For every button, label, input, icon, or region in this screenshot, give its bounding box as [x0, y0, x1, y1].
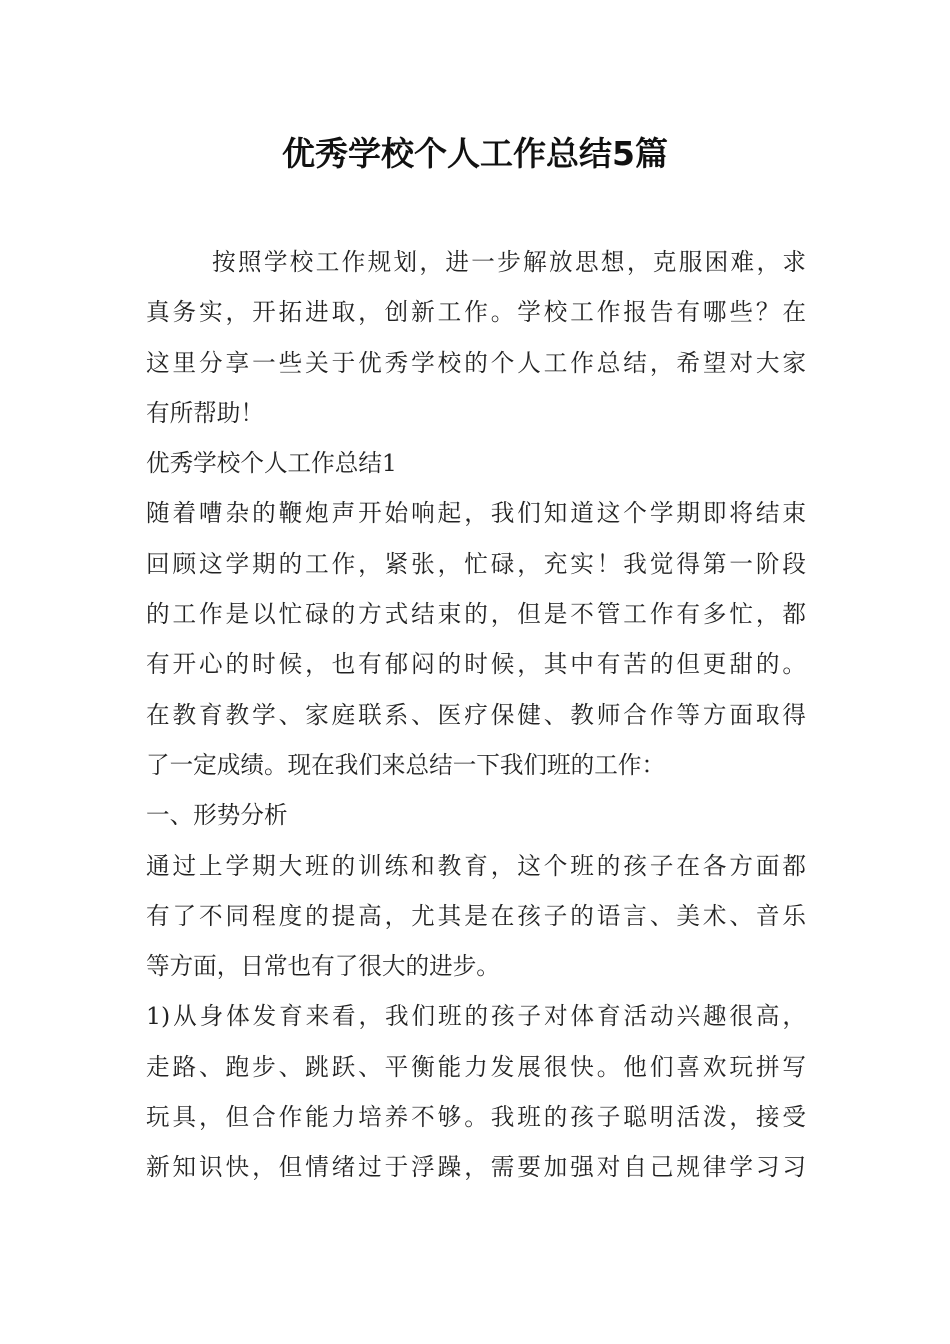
document-body	[146, 237, 806, 1193]
body-line: 玩具，但合作能力培养不够。我班的孩子聪明活泼，接受	[146, 1103, 806, 1132]
body-line: 的工作是以忙碌的方式结束的，但是不管工作有多忙，都	[146, 600, 806, 629]
body-line: 1)从身体发育来看，我们班的孩子对体育活动兴趣很高，	[146, 1002, 806, 1031]
body-line: 随着嘈杂的鞭炮声开始响起，我们知道这个学期即将结束	[146, 499, 806, 528]
body-line: 新知识快，但情绪过于浮躁，需要加强对自己规律学习习	[146, 1153, 806, 1182]
subsection-heading: 一、形势分析	[146, 801, 288, 830]
body-line: 有开心的时候，也有郁闷的时候，其中有苦的但更甜的。	[146, 650, 806, 679]
body-line: 有了不同程度的提高，尤其是在孩子的语言、美术、音乐	[146, 901, 806, 930]
body-line: 了一定成绩。现在我们来总结一下我们班的工作：	[146, 750, 666, 779]
body-line: 回顾这学期的工作，紧张，忙碌，充实！我觉得第一阶段	[146, 549, 806, 578]
body-line: 等方面，日常也有了很大的进步。	[146, 952, 500, 981]
body-line: 在教育教学、家庭联系、医疗保健、教师合作等方面取得	[146, 700, 806, 729]
section-heading: 优秀学校个人工作总结1	[146, 449, 397, 478]
body-line: 通过上学期大班的训练和教育，这个班的孩子在各方面都	[146, 851, 806, 880]
body-line: 有所帮助！	[146, 398, 264, 427]
body-line: 按照学校工作规划，进一步解放思想，克服困难，求	[212, 248, 806, 276]
body-line: 真务实，开拓进取，创新工作。学校工作报告有哪些？在	[146, 298, 806, 327]
document-title: 优秀学校个人工作总结5篇	[282, 134, 668, 173]
body-line: 走路、跑步、跳跃、平衡能力发展很快。他们喜欢玩拼写	[146, 1052, 806, 1081]
body-line: 这里分享一些关于优秀学校的个人工作总结，希望对大家	[146, 348, 806, 377]
